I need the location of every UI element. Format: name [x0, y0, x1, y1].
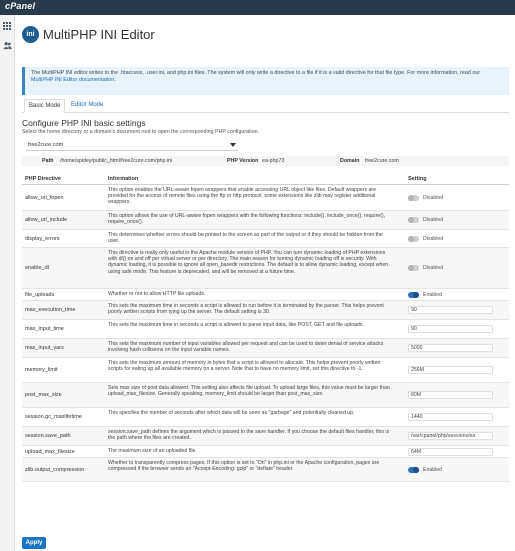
- table-row: [22, 289, 509, 301]
- toggle-state-label: Disabled: [423, 217, 444, 223]
- left-rail: [0, 15, 15, 551]
- directive-name: enable_dl: [25, 265, 49, 271]
- path-label: Path: [42, 158, 54, 164]
- setting-cell: [408, 320, 508, 338]
- php-version-value: ea-php73: [262, 158, 285, 164]
- directive-info: The maximum size of an uploaded file.: [108, 448, 197, 454]
- users-icon[interactable]: [3, 41, 12, 50]
- directive-name: session.save_path: [25, 433, 71, 439]
- directive-name: file_uploads: [25, 291, 55, 298]
- setting-cell: [408, 358, 508, 382]
- setting-input[interactable]: 1440: [408, 413, 493, 421]
- domain-select-value: free2cure.com: [28, 142, 64, 148]
- chevron-down-icon: [230, 143, 236, 147]
- table-row: [22, 185, 509, 211]
- php-directives-table: [22, 174, 509, 482]
- notice-text: The MultiPHP INI editor writes to the .htaccess, .user.ini, and php.ini files. The system will only write a directive to a file if it is a valid directive for that file type. For more information, read our: [31, 70, 481, 76]
- header-setting: Setting: [408, 176, 427, 182]
- directive-info: Sets max size of post data allowed. This setting also affects file upload. To upload large files, this value must be larger than upload_max_filesize. Generally speaking, memory_limit should be larger than post_max_size.: [108, 385, 390, 398]
- setting-cell: [408, 427, 508, 445]
- setting-cell: [408, 248, 508, 288]
- header-directive: PHP Directive: [25, 176, 61, 182]
- directive-info: This determines whether errors should be printed to the screen as part of the output or if they should be hidden from the user.: [108, 232, 383, 245]
- apply-button[interactable]: Apply: [22, 537, 46, 549]
- directive-info: This specifies the number of seconds after which data will be seen as "garbage" and potentially cleaned up.: [108, 410, 355, 416]
- setting-input[interactable]: /var/cpanel/php/sessions/ea: [408, 432, 493, 440]
- directive-info: This option allows the use of URL-aware fopen wrappers with the following functions: include(), include_once(), require(), require_once().: [108, 213, 386, 226]
- setting-input[interactable]: 90: [408, 325, 493, 333]
- setting-input[interactable]: 5000: [408, 344, 493, 352]
- table-body: [22, 185, 509, 482]
- table-row: [22, 320, 509, 339]
- directive-name: zlib.output_compression: [25, 466, 85, 473]
- section-title: Configure PHP INI basic settings: [22, 118, 146, 128]
- page-header: [22, 24, 155, 44]
- directive-info: This sets the maximum amount of memory in bytes that a script is allowed to allocate. This helps prevent poorly written scripts for eating up all available memory on a server. Note that to have no memory limit, set this directive to -1.: [108, 360, 381, 373]
- toggle-switch[interactable]: [408, 236, 419, 242]
- directive-name: max_input_time: [25, 326, 64, 332]
- directive-info: This sets the maximum time in seconds a script is allowed to parse input data, like POST, GET and file uploads.: [108, 322, 364, 328]
- table-row: [22, 230, 509, 248]
- table-row: [22, 383, 509, 408]
- setting-input[interactable]: 90: [408, 306, 493, 314]
- top-bar: [0, 0, 515, 15]
- apps-grid-icon[interactable]: [3, 22, 12, 31]
- table-row: [22, 301, 509, 320]
- setting-cell: [408, 230, 508, 247]
- header-information: Information: [108, 176, 139, 182]
- toggle-switch[interactable]: [408, 467, 419, 473]
- domain-label: Domain: [340, 158, 360, 164]
- mode-tabs: [22, 99, 509, 113]
- domain-select[interactable]: [26, 140, 238, 151]
- config-info-bar: [22, 156, 509, 166]
- toggle-state-label: Disabled: [423, 265, 444, 271]
- section-subtitle: Select the home directory or a domain's document root to open the corresponding PHP configuration.: [22, 129, 260, 135]
- table-row: [22, 248, 509, 289]
- setting-cell: [408, 301, 508, 319]
- table-row: [22, 339, 509, 358]
- directive-info: Whether or not to allow HTTP file uploads.: [108, 291, 206, 297]
- directive-info: This option enables the URL-aware fopen wrappers that enable accessing URL object like files. Default wrappers are provided for the access of remote files using the ftp or http protocol, some extensions like zlib may register additional wrappers.: [108, 187, 376, 206]
- documentation-link[interactable]: MultiPHP INI Editor documentation: [31, 77, 115, 83]
- directive-name: upload_max_filesize: [25, 448, 75, 455]
- directive-info: This directive is really only useful in the Apache module version of PHP. You can turn dynamic loading of PHP extensions with dl() on and off per virtual server or per directory. The main reason for turning dynamic loading off is security. With dynamic loading, it is possible to ignore all open_basedir restrictions. The default is to allow dynamic loading, except when using safe mode. This feature is deprecated, and will be removed at a future time.: [108, 250, 389, 275]
- setting-cell: [408, 408, 508, 426]
- toggle-switch[interactable]: [408, 292, 419, 298]
- directive-info: session.save_path defines the argument which is passed to the save handler. If you choose the default files handler, this is the path where the files are created.: [108, 429, 390, 442]
- table-row: [22, 427, 509, 446]
- toggle-state-label: Enabled: [423, 291, 443, 298]
- table-row: [22, 211, 509, 230]
- toggle-state-label: Disabled: [423, 194, 444, 201]
- toggle-switch[interactable]: [408, 217, 419, 223]
- multiphp-ini-icon: ini: [22, 26, 39, 43]
- directive-name: session.gc_maxlifetime: [25, 414, 82, 420]
- setting-input[interactable]: 256M: [408, 366, 493, 374]
- setting-cell: [408, 383, 508, 407]
- tab-basic-mode[interactable]: Basic Mode: [24, 99, 65, 113]
- directive-info: This sets the maximum number of input variables allowed per request and can be used to deter denial of service attacks involving hash collisions on the input variable names.: [108, 341, 384, 354]
- toggle-switch[interactable]: [408, 195, 419, 201]
- table-row: [22, 446, 509, 458]
- setting-cell: [408, 458, 508, 481]
- directive-name: display_errors: [25, 235, 60, 242]
- table-row: [22, 458, 509, 482]
- setting-cell: [408, 446, 508, 457]
- cpanel-logo[interactable]: cPanel: [5, 1, 36, 11]
- directive-name: post_max_size: [25, 392, 62, 398]
- setting-cell: [408, 185, 508, 210]
- toggle-state-label: Disabled: [423, 235, 444, 242]
- table-row: [22, 408, 509, 427]
- directive-name: allow_url_include: [25, 217, 68, 223]
- directive-info: Whether to transparently compress pages. If this option is set to "On" in php.ini or the Apache configuration, pages are compressed if the browser sends an "Accept-Encoding: gzip" or "deflate" header.: [108, 460, 380, 473]
- main-content: [15, 15, 515, 551]
- page-title: MultiPHP INI Editor: [43, 26, 155, 42]
- directive-info: This sets the maximum time in seconds a script is allowed to run before it is terminated by the parser. This helps prevent poorly written scripts from tying up the server. The default setting is 30.: [108, 303, 384, 316]
- path-value: /home/spidey/public_html/free2cure.com/php.ini: [60, 158, 173, 164]
- info-notice: [22, 67, 509, 95]
- setting-cell: [408, 211, 508, 229]
- php-version-label: PHP Version: [227, 158, 259, 164]
- notice-tail: .: [114, 77, 116, 83]
- table-header: [22, 174, 509, 185]
- toggle-switch[interactable]: [408, 265, 419, 271]
- directive-name: max_input_vars: [25, 345, 64, 351]
- directive-name: memory_limit: [25, 367, 58, 373]
- setting-cell: [408, 289, 508, 300]
- setting-input[interactable]: 64M: [408, 448, 493, 456]
- setting-cell: [408, 339, 508, 357]
- directive-name: allow_url_fopen: [25, 194, 64, 201]
- toggle-state-label: Enabled: [423, 466, 443, 473]
- domain-value: free2cure.com: [365, 158, 399, 164]
- directive-name: max_execution_time: [25, 307, 76, 313]
- setting-input[interactable]: 80M: [408, 391, 493, 399]
- table-row: [22, 358, 509, 383]
- tab-editor-mode[interactable]: Editor Mode: [71, 102, 104, 108]
